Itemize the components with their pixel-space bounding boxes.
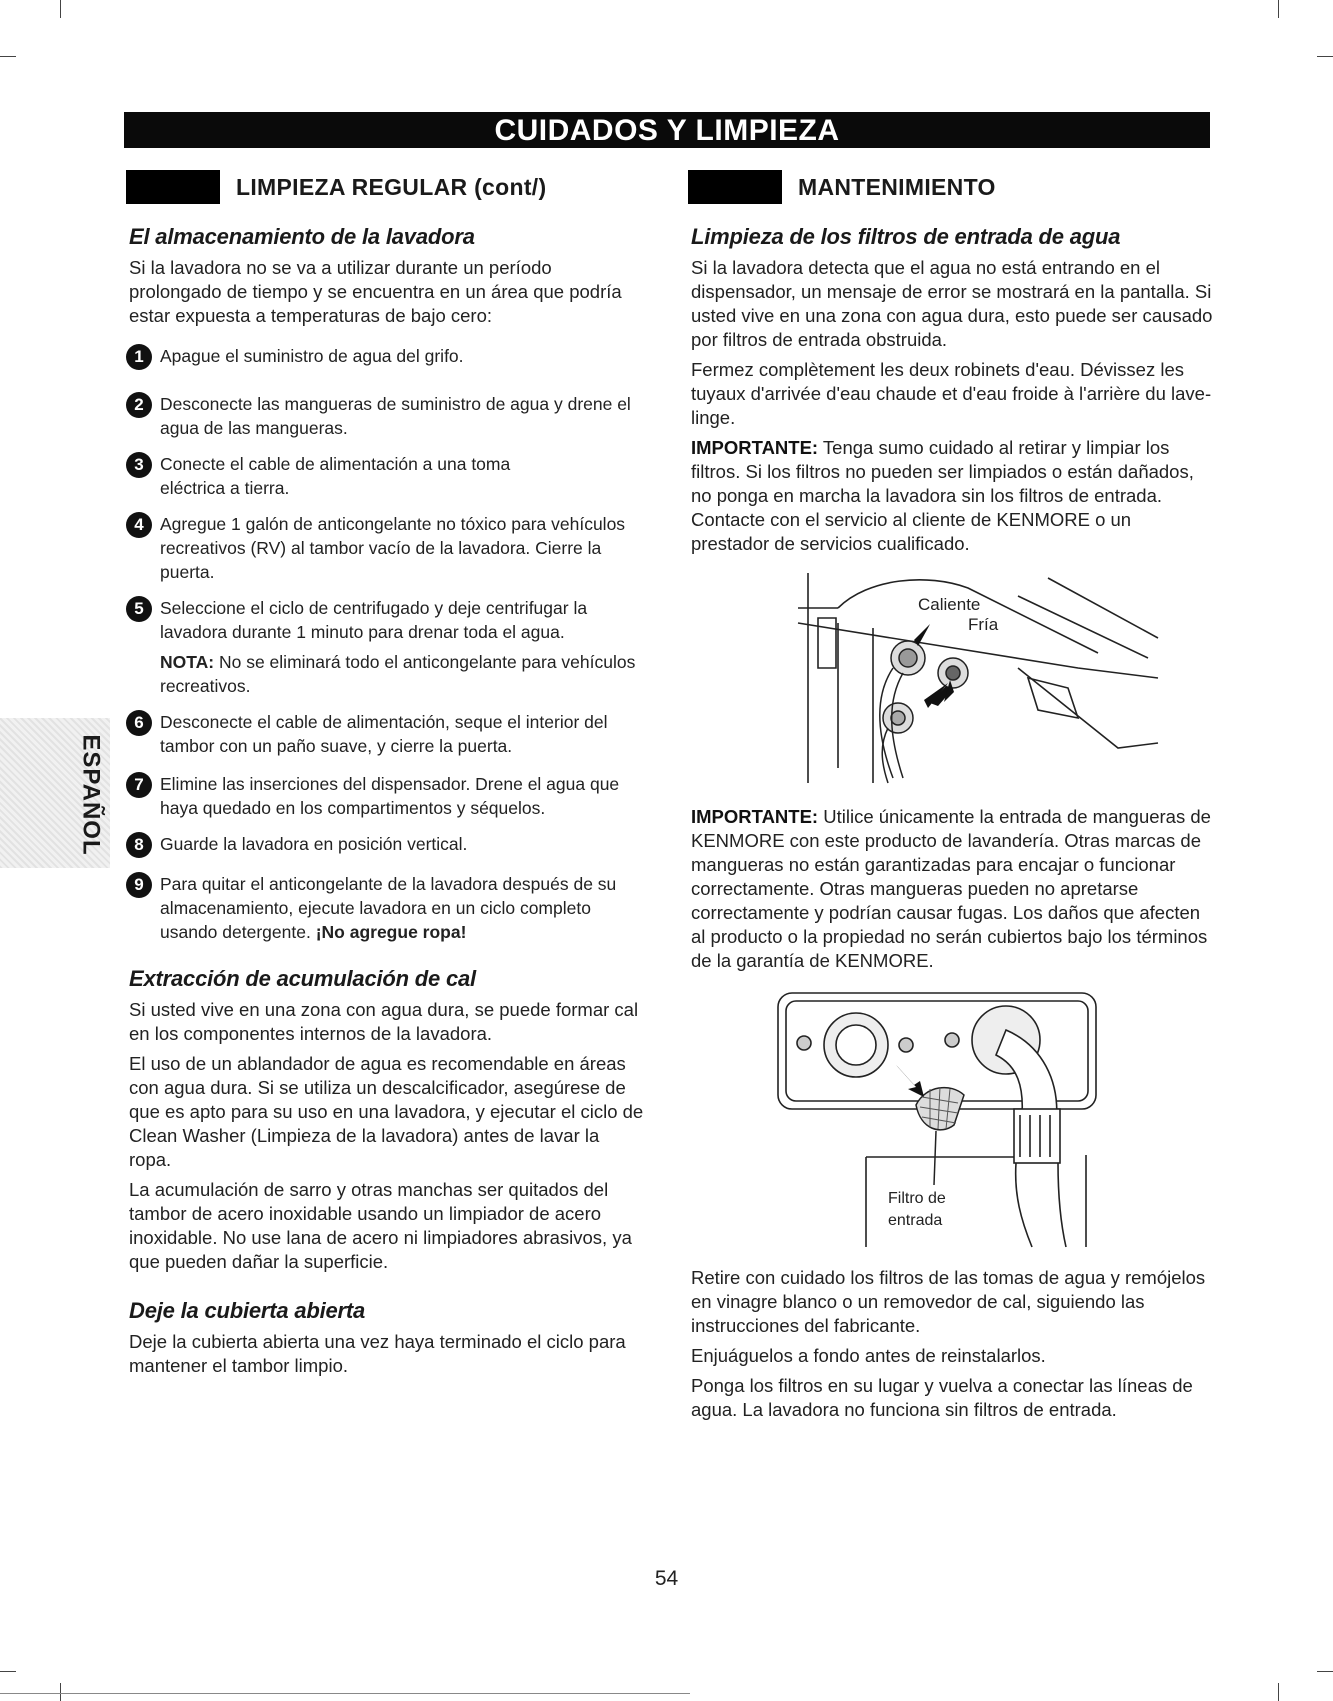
right-column xyxy=(688,170,1213,1428)
step-3 xyxy=(126,452,646,500)
step-number-icon: 6 xyxy=(126,710,152,736)
page-number: 54 xyxy=(654,1567,679,1590)
page-title: CUIDADOS Y LIMPIEZA xyxy=(124,112,1210,148)
filters-paragraph-1: Si la lavadora detecta que el agua no está entrando en el dispensador, un mensaje de error se mostrará en la pantalla. Si usted vive en una zona con agua dura, esto puede ser causado por filtros de entrada obstruida. xyxy=(691,257,1213,350)
step-9 xyxy=(126,872,646,944)
step-6 xyxy=(126,710,646,758)
step-text: Apague el suministro de agua del grifo. xyxy=(160,346,464,366)
crop-mark xyxy=(1317,1671,1333,1672)
crop-mark xyxy=(0,56,16,57)
storage-steps xyxy=(126,344,646,944)
important-label: IMPORTANTE: xyxy=(691,806,819,827)
step-8 xyxy=(126,832,646,858)
section-marker xyxy=(126,170,220,204)
step-text: Desconecte el cable de alimentación, seque el interior del tambor con un paño suave, y cierre la puerta. xyxy=(160,712,608,756)
section-header-limpieza xyxy=(126,170,646,204)
step-5-note xyxy=(126,650,646,698)
note-label: NOTA: xyxy=(160,652,215,672)
section-header-mantenimiento xyxy=(688,170,1213,204)
filters-paragraph-5: Retire con cuidado los filtros de las tomas de agua y remójelos en vinagre blanco o un removedor de cal, siguiendo las instrucciones del fabricante. xyxy=(691,1267,1206,1336)
scale-paragraph-2: El uso de un ablandador de agua es recomendable en áreas con agua dura. Si se utiliza un descalcificador, asegúrese de que es apto para su uso en una lavadora, y ejecutar el ciclo de Clean Washer (Limpieza de la lavadora) antes de lavar la ropa. xyxy=(129,1053,644,1170)
step-number-icon: 9 xyxy=(126,872,152,898)
step-7 xyxy=(126,772,646,820)
step-number-icon: 2 xyxy=(126,392,152,418)
filters-important-1 xyxy=(691,436,1213,556)
inlet-filter-illustration xyxy=(688,985,1213,1250)
bottom-rule xyxy=(0,1693,690,1694)
filters-paragraph-7: Ponga los filtros en su lugar y vuelva a conectar las líneas de agua. La lavadora no funciona sin filtros de entrada. xyxy=(691,1375,1193,1420)
step-number-icon: 5 xyxy=(126,596,152,622)
scale-paragraph-3: La acumulación de sarro y otras manchas ser quitados del tambor de acero inoxidable usando un limpiador de acero inoxidable. No use lana de acero ni limpiadores abrasivos, ya que pueden dañar la superficie. xyxy=(129,1179,632,1272)
crop-mark xyxy=(60,1683,61,1701)
label-cold: Fría xyxy=(968,615,999,634)
language-tab xyxy=(76,730,106,860)
subheading-lid: Deje la cubierta abierta xyxy=(129,1298,366,1323)
step-warning: ¡No agregue ropa! xyxy=(315,922,467,942)
hose-diagram xyxy=(778,568,1178,793)
label-hot: Caliente xyxy=(918,595,981,614)
section-title: LIMPIEZA REGULAR (cont/) xyxy=(236,173,547,200)
filters-paragraph-2: Fermez complètement les deux robinets d'eau. Dévissez les tuyaux d'arrivée d'eau chaude et d'eau froide à l'arrière du lave-linge. xyxy=(691,359,1212,428)
important-text: Utilice únicamente la entrada de mangueras de KENMORE con este producto de lavandería. Otras marcas de mangueras no están garantizadas para encajar o funcionar correctamente. Otras mangueras pueden no apretarse correctamente y podrían causar fugas. Los daños que afecten al producto o la propiedad no serán cubiertos bajo los términos de la garantía de KENMORE. xyxy=(691,806,1211,971)
crop-mark xyxy=(0,1671,16,1672)
step-text: Desconecte las mangueras de suministro de agua y drene el agua de las mangueras. xyxy=(160,394,631,438)
crop-mark xyxy=(1317,56,1333,57)
important-text: Tenga sumo cuidado al retirar y limpiar los filtros. Si los filtros no pueden ser limpiados o están dañados, no ponga en marcha la lavadora sin los filtros de entrada. Contacte con el servicio al cliente de KENMORE o un prestador de servicios cualificado. xyxy=(691,437,1194,554)
left-column xyxy=(126,170,646,1384)
filters-paragraph-6: Enjuáguelos a fondo antes de reinstalarlos. xyxy=(691,1345,1046,1366)
inlet-filter-diagram xyxy=(776,985,1106,1250)
step-4 xyxy=(126,512,646,584)
subheading-storage: El almacenamiento de la lavadora xyxy=(129,224,475,249)
section-title: MANTENIMIENTO xyxy=(798,173,996,200)
step-text: Guarde la lavadora en posición vertical. xyxy=(160,834,468,854)
crop-mark xyxy=(1278,0,1279,18)
step-number-icon: 4 xyxy=(126,512,152,538)
step-text-body: Para quitar el anticongelante de la lavadora después de su almacenamiento, ejecute lavadora en un ciclo completo usando detergente. xyxy=(160,874,617,942)
step-1 xyxy=(126,344,646,370)
step-number-icon: 7 xyxy=(126,772,152,798)
scale-paragraph-1: Si usted vive en una zona con agua dura, se puede formar cal en los componentes internos de la lavadora. xyxy=(129,999,639,1044)
filter-label-line-2: entrada xyxy=(888,1212,943,1229)
step-number-icon: 8 xyxy=(126,832,152,858)
filters-important-2 xyxy=(691,805,1213,973)
crop-mark xyxy=(60,0,61,18)
step-2 xyxy=(126,392,646,440)
subheading-filters: Limpieza de los filtros de entrada de agua xyxy=(691,224,1121,249)
subheading-scale: Extracción de acumulación de cal xyxy=(129,966,476,991)
hose-connection-illustration xyxy=(688,568,1213,793)
step-text: Agregue 1 galón de anticongelante no tóxico para vehículos recreativos (RV) al tambor vacío de la lavadora. Cierre la puerta. xyxy=(160,514,626,582)
crop-mark xyxy=(1278,1683,1279,1701)
step-text: Elimine las inserciones del dispensador. Drene el agua que haya quedado en los compartimentos y séquelos. xyxy=(160,774,620,818)
section-marker xyxy=(688,170,782,204)
step-text xyxy=(160,872,646,944)
lid-paragraph: Deje la cubierta abierta una vez haya terminado el ciclo para mantener el tambor limpio. xyxy=(129,1331,626,1376)
note-text xyxy=(160,650,646,698)
step-text: Seleccione el ciclo de centrifugado y deje centrifugar la lavadora durante 1 minuto para drenar toda el agua. xyxy=(160,598,588,642)
storage-intro: Si la lavadora no se va a utilizar durante un período prolongado de tiempo y se encuentra en un área que podría estar expuesta a temperaturas de bajo cero: xyxy=(129,257,622,326)
important-label: IMPORTANTE: xyxy=(691,437,819,458)
step-5 xyxy=(126,596,646,644)
step-number-icon: 3 xyxy=(126,452,152,478)
filter-label-line-1: Filtro de xyxy=(888,1190,946,1207)
note-body: No se eliminará todo el anticongelante para vehículos recreativos. xyxy=(160,652,636,696)
step-number-icon: 1 xyxy=(126,344,152,370)
language-tab-label: ESPAÑOL xyxy=(78,734,106,856)
step-text: Conecte el cable de alimentación a una toma eléctrica a tierra. xyxy=(160,454,511,498)
